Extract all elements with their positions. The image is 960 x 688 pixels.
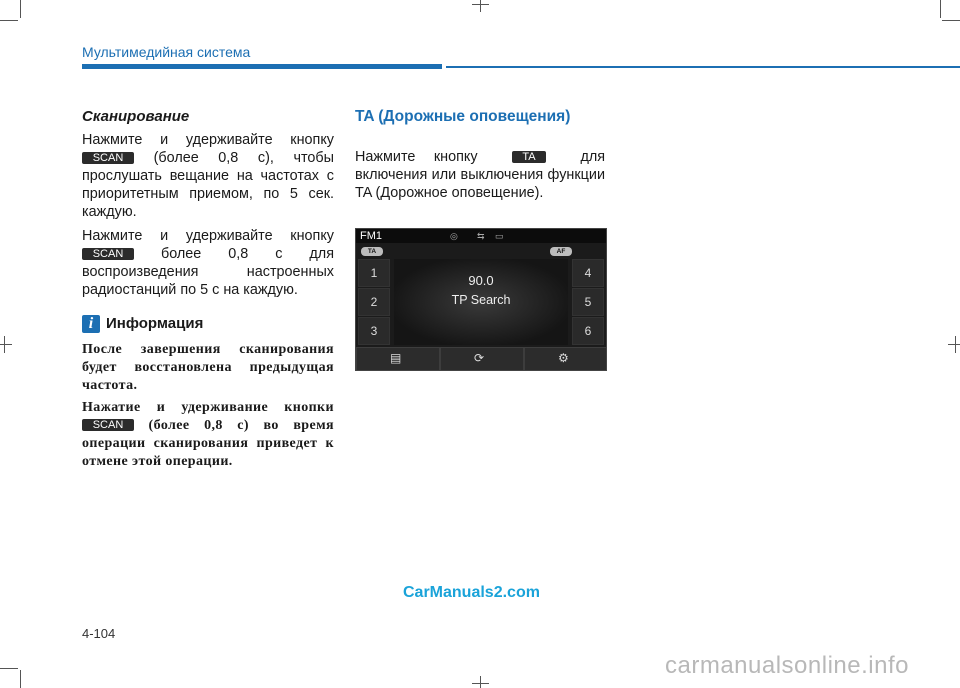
scan-icon: ⟳	[474, 351, 485, 365]
scan-paragraph-2	[82, 227, 334, 299]
crop-mark	[942, 20, 960, 21]
crop-mark	[0, 344, 12, 345]
scan-button-label: SCAN	[82, 152, 134, 164]
scan-button-label: SCAN	[82, 248, 134, 260]
info-icon: i	[82, 315, 100, 333]
station-display	[394, 259, 568, 345]
info-heading	[82, 315, 334, 333]
tp-status: TP Search	[451, 293, 511, 307]
crop-mark	[4, 336, 5, 353]
text: Нажмите кнопку	[355, 149, 478, 165]
info-title: Информация	[106, 315, 204, 332]
text: более 0,8 с для воспроизведения настроенных радиостанций по 5 с на каждую.	[82, 246, 334, 298]
info-paragraph-2	[82, 399, 334, 471]
preset-button[interactable]: 3	[358, 317, 390, 345]
footer-brand: carmanualsonline.info	[665, 652, 909, 679]
watermark: CarManuals2.com	[403, 584, 540, 601]
ta-button-label: TA	[512, 151, 546, 163]
text: для включения или выключения функции TA (Дорожное оповещение).	[355, 149, 606, 201]
crop-mark	[480, 676, 481, 688]
page-number: 4-104	[82, 626, 116, 641]
header-rule	[82, 64, 442, 69]
crop-mark	[472, 4, 489, 5]
preset-button[interactable]: 6	[572, 317, 604, 345]
scan-button-label: SCAN	[82, 419, 134, 431]
preset-button[interactable]: 1	[358, 259, 390, 287]
ta-heading: TA (Дорожные оповещения)	[355, 108, 571, 125]
left-column	[82, 108, 334, 475]
frequency: 90.0	[468, 273, 494, 288]
right-column	[355, 108, 605, 208]
crop-mark	[940, 0, 941, 18]
crop-mark	[0, 20, 18, 21]
info-paragraph-1: После завершения сканирования будет восстановлена предыдущая частота.	[82, 342, 334, 393]
preset-button[interactable]: 2	[358, 288, 390, 316]
crop-mark	[20, 0, 21, 18]
crop-mark	[955, 336, 956, 353]
header-rule-thin	[446, 66, 960, 68]
text: (более 0,8 с), чтобы прослушать вещание на частотах с приоритетным приемом, по 5 сек. каждую.	[82, 150, 334, 220]
text: (более 0,8 с) во время операции сканирования приведет к отмене этой операции.	[82, 418, 334, 469]
text: Нажмите и удерживайте кнопку	[82, 132, 334, 148]
ta-indicator[interactable]: TA	[361, 247, 383, 256]
radio-list-icon: ▤	[390, 351, 402, 365]
radio-screen	[355, 228, 607, 371]
gps-icon: ◎	[450, 231, 458, 241]
gear-icon: ⚙	[558, 351, 569, 365]
band-label: FM1	[360, 230, 382, 242]
text: Нажмите и удерживайте кнопку	[82, 228, 334, 244]
crop-mark	[20, 670, 21, 688]
crop-mark	[472, 683, 489, 684]
af-indicator[interactable]: AF	[550, 247, 572, 256]
ta-paragraph	[355, 148, 605, 202]
scan-heading: Сканирование	[82, 108, 190, 125]
crop-mark	[948, 344, 960, 345]
preset-button[interactable]: 5	[572, 288, 604, 316]
section-title: Мультимедийная система	[82, 44, 251, 60]
usb-icon: ⇆	[477, 231, 485, 241]
media-icon: ▭	[495, 231, 504, 241]
scan-paragraph-1	[82, 131, 334, 221]
text: Нажатие и удерживание кнопки	[82, 400, 334, 415]
crop-mark	[0, 668, 18, 669]
crop-mark	[480, 0, 481, 12]
preset-button[interactable]: 4	[572, 259, 604, 287]
